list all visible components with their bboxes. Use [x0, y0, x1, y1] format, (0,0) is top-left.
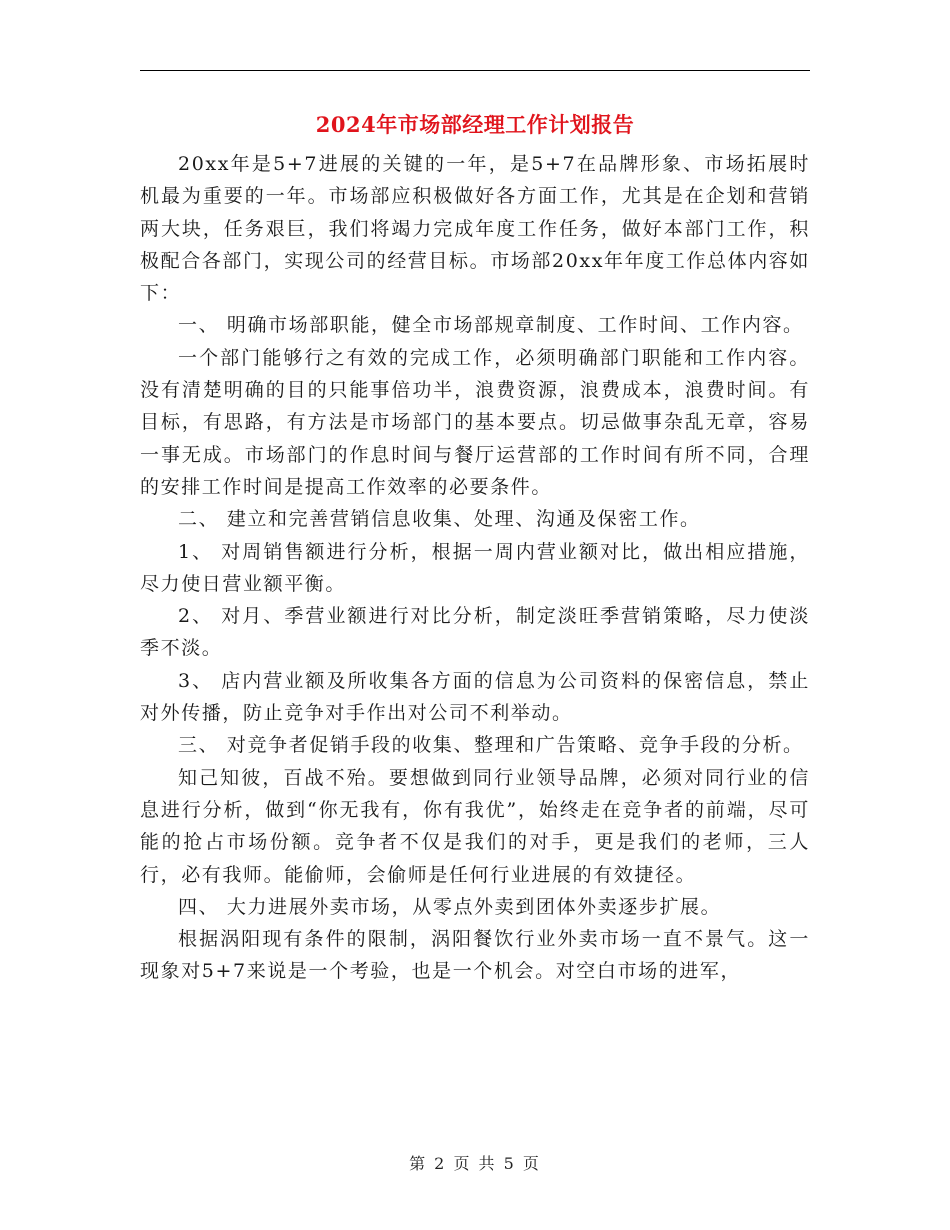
paragraph-section-1: 一个部门能够行之有效的完成工作，必须明确部门职能和工作内容。没有清楚明确的目的只能事倍功半，浪费资源，浪费成本，浪费时间。有目标，有思路，有方法是市场部门的基本要点。切忌做事杂乱无章，容易一事无成。市场部门的作息时间与餐厅运营部的工作时间有所不同，合理的安排工作时间是提高工作效率的必要条件。 [140, 346, 810, 498]
section-heading-2: 二、 建立和完善营销信息收集、处理、沟通及保密工作。 [178, 508, 701, 531]
page-number: 第 2 页 共 5 页 [409, 1154, 541, 1173]
paragraph-section-4: 根据涡阳现有条件的限制，涡阳餐饮行业外卖市场一直不景气。这一现象对5+7来说是一个考验，也是一个机会。对空白市场的进军， [140, 928, 810, 983]
document-title: 2024年市场部经理工作计划报告 [315, 112, 635, 137]
section-heading-3: 三、 对竞争者促销手段的收集、整理和广告策略、竞争手段的分析。 [178, 734, 804, 757]
header-rule [140, 70, 810, 71]
list-item-2: 2、 对月、季营业额进行对比分析，制定淡旺季营销策略，尽力使淡季不淡。 [140, 605, 810, 660]
paragraph-intro: 20xx年是5+7进展的关键的一年，是5+7在品牌形象、市场拓展时机最为重要的一年。市场部应积极做好各方面工作，尤其是在企划和营销两大块，任务艰巨，我们将竭力完成年度工作任务，做好本部门工作，积极配合各部门，实现公司的经营目标。市场部20xx年年度工作总体内容如下： [140, 153, 811, 305]
document-body [140, 148, 810, 988]
section-heading-1: 一、 明确市场部职能，健全市场部规章制度、工作时间、工作内容。 [178, 314, 804, 337]
paragraph-section-3: 知己知彼，百战不殆。要想做到同行业领导品牌，必须对同行业的信息进行分析，做到“你无我有，你有我优”，始终走在竞争者的前端，尽可能的抢占市场份额。竞争者不仅是我们的对手，更是我们的老师，三人行，必有我师。能偷师，会偷师是任何行业进展的有效捷径。 [140, 766, 810, 886]
list-item-3: 3、 店内营业额及所收集各方面的信息为公司资料的保密信息，禁止对外传播，防止竞争对手作出对公司不利举动。 [140, 669, 810, 725]
list-item-1: 1、 对周销售额进行分析，根据一周内营业额对比，做出相应措施，尽力使日营业额平衡。 [140, 540, 810, 595]
section-heading-4: 四、 大力进展外卖市场，从零点外卖到团体外卖逐步扩展。 [178, 895, 722, 918]
